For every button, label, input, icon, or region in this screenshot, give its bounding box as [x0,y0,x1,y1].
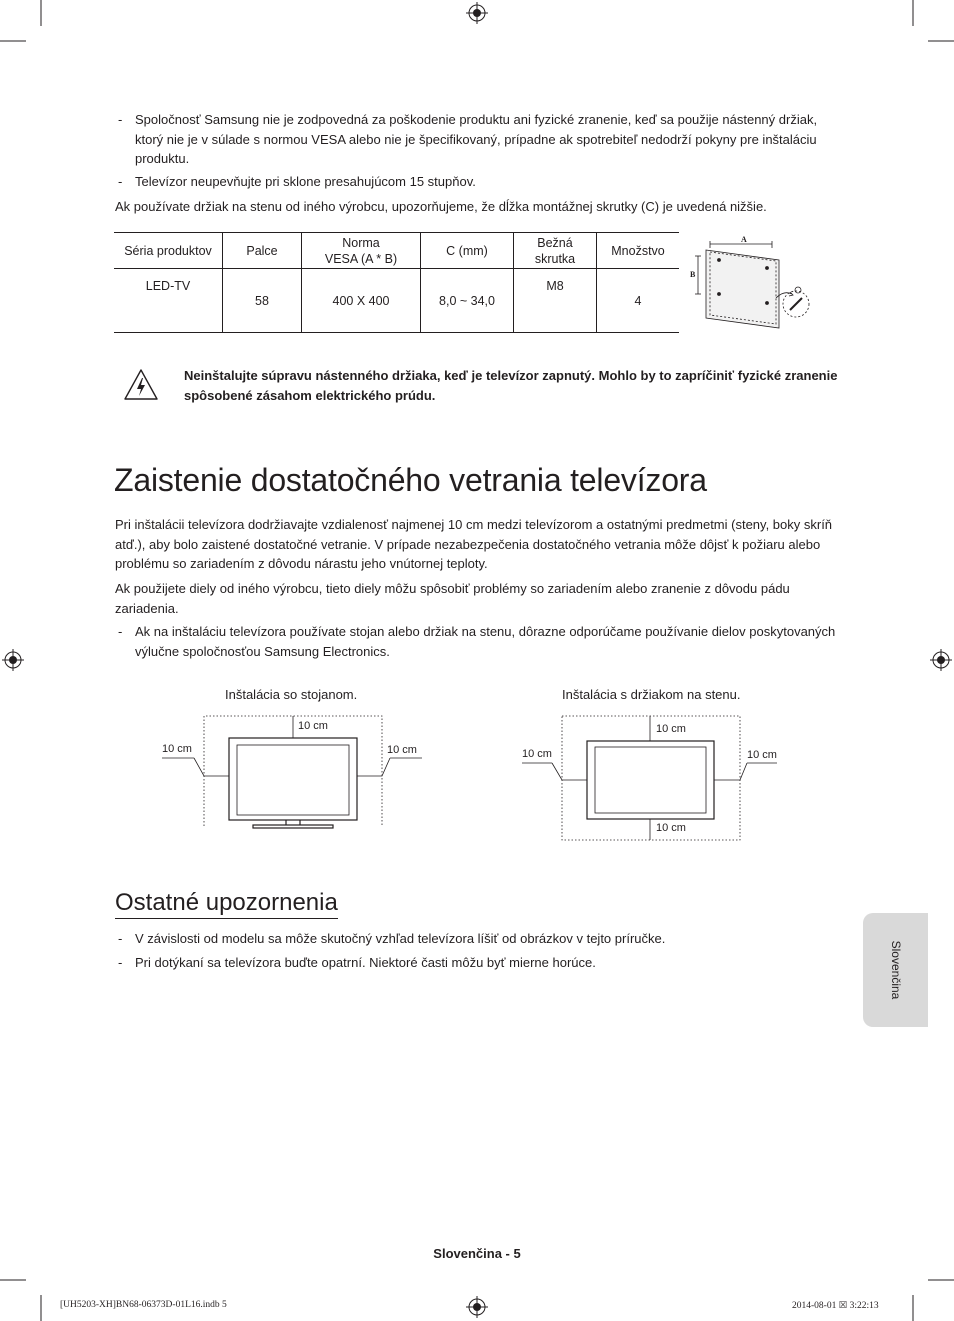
bullet-text: Pri dotýkaní sa televízora buďte opatrní. Niektoré časti môžu byť mierne horúce. [135,955,596,970]
bullet-text: Televízor neupevňujte pri sklone presahujúcom 15 stupňov. [135,174,476,189]
clearance-label-top: 10 cm [656,723,686,735]
print-slug-left: [UH5203-XH]BN68-06373D-01L16.indb 5 [60,1300,227,1310]
table-cell: 400 X 400 [302,269,421,333]
bullet-text: V závislosti od modelu sa môže skutočný vzhľad televízora líšiť od obrázkov v tejto príručke. [135,931,666,946]
diagram-caption: Inštalácia so stojanom. [225,687,358,702]
list-item: - Televízor neupevňujte pri sklone presahujúcom 15 stupňov. [118,172,843,192]
column-header [302,233,421,269]
page-footer: Slovenčina - 5 [433,1246,521,1261]
list-item: - Ak na inštaláciu televízora používate stojan alebo držiak na stenu, dôrazne odporúčame používanie dielov poskytovaných výlučne spoločnosťou Samsung Electronics. [118,622,848,661]
column-header: Séria produktov [124,243,212,258]
print-slug-right: 2014-08-01 ☒ 3:22:13 [792,1301,879,1311]
dimension-label-a: A [741,235,747,244]
language-tab-label: Slovenčina [888,940,903,1000]
paragraph: Ak použijete diely od iného výrobcu, tieto diely môžu spôsobiť problémy so zariadením alebo zranenie z dôvodu pádu zariadenia. [115,581,790,616]
column-header-line: Bežná [537,235,573,250]
list-item: - Spoločnosť Samsung nie je zodpovedná za poškodenie produktu ani fyzické zranenie, keď sa použije nástenný držiak, ktorý nie je v súlade s normou VESA alebo nie je špecifikovaný, prípadne ak spotrebiteľ nedodrží pokyny pre inštaláciu produktu. [118,110,843,169]
clearance-label-left: 10 cm [162,743,192,755]
column-header-line: VESA (A * B) [324,251,398,266]
table-cell: M8 [514,269,597,333]
intro-paragraph: Ak používate držiak na stenu od iného výrobcu, upozorňujeme, že dĺžka montážnej skrutky (C) je uvedená nižšie. [115,199,767,214]
warning-text: Neinštalujte súpravu nástenného držiaka, keď je televízor zapnutý. Mohlo by to zapríčiniť fyzické zranenie spôsobené zásahom elektrického prúdu. [184,368,838,403]
registration-mark-icon [466,2,488,24]
stand-installation-diagram [150,710,440,835]
clearance-label-bottom: 10 cm [656,822,686,834]
column-header: Množstvo [597,233,680,269]
vesa-spec-table [114,232,679,333]
section-title: Zaistenie dostatočného vetrania televízora [114,462,707,498]
clearance-label-left: 10 cm [522,748,552,760]
clearance-label-right: 10 cm [387,744,417,756]
table-cell: 4 [597,269,680,333]
bullet-text: Ak na inštaláciu televízora používate stojan alebo držiak na stenu, dôrazne odporúčame používanie dielov poskytovaných výlučne spoločnosťou Samsung Electronics. [135,624,836,659]
clearance-label-top: 10 cm [298,720,328,732]
column-header: Palce [223,233,302,269]
wall-bracket-illustration [684,232,814,332]
table-row [114,269,679,333]
table-header-row [114,233,679,269]
column-header-line: Norma [342,235,380,250]
column-header [514,233,597,269]
registration-mark-icon [930,649,952,671]
list-item: - V závislosti od modelu sa môže skutočný vzhľad televízora líšiť od obrázkov v tejto príručke. [118,929,843,949]
wall-installation-diagram [510,710,790,845]
column-header: C (mm) [421,233,514,269]
table-cell: LED-TV [145,279,191,293]
language-tab [863,913,928,1027]
registration-mark-icon [466,1296,488,1318]
table-cell: 8,0 ~ 34,0 [421,269,514,333]
electric-shock-warning-icon [122,367,160,403]
clearance-label-right: 10 cm [747,749,777,761]
diagram-caption: Inštalácia s držiakom na stenu. [562,687,741,702]
dimension-label-b: B [690,270,696,279]
paragraph: Pri inštalácii televízora dodržiavajte vzdialenosť najmenej 10 cm medzi televízorom a ostatnými predmetmi (steny, boky skríň atď.), aby bolo zaistené dostatočné vetranie. V prípade nezabezpečenia dostatočného vetrania môže dôjsť k požiaru alebo problému so zariadením z dôvodu nárastu jeho vnútornej teploty. [115,517,833,571]
registration-mark-icon [2,649,24,671]
column-header-line: skrutka [534,251,576,266]
table-cell: 58 [223,269,302,333]
bullet-text: Spoločnosť Samsung nie je zodpovedná za poškodenie produktu ani fyzické zranenie, keď sa použije nástenný držiak, ktorý nie je v súlade s normou VESA alebo nie je špecifikovaný, prípadne ak spotrebiteľ nedodrží pokyny pre inštaláciu produktu. [135,112,818,166]
list-item: - Pri dotýkaní sa televízora buďte opatrní. Niektoré časti môžu byť mierne horúce. [118,953,843,973]
subsection-title: Ostatné upozornenia [115,888,338,919]
